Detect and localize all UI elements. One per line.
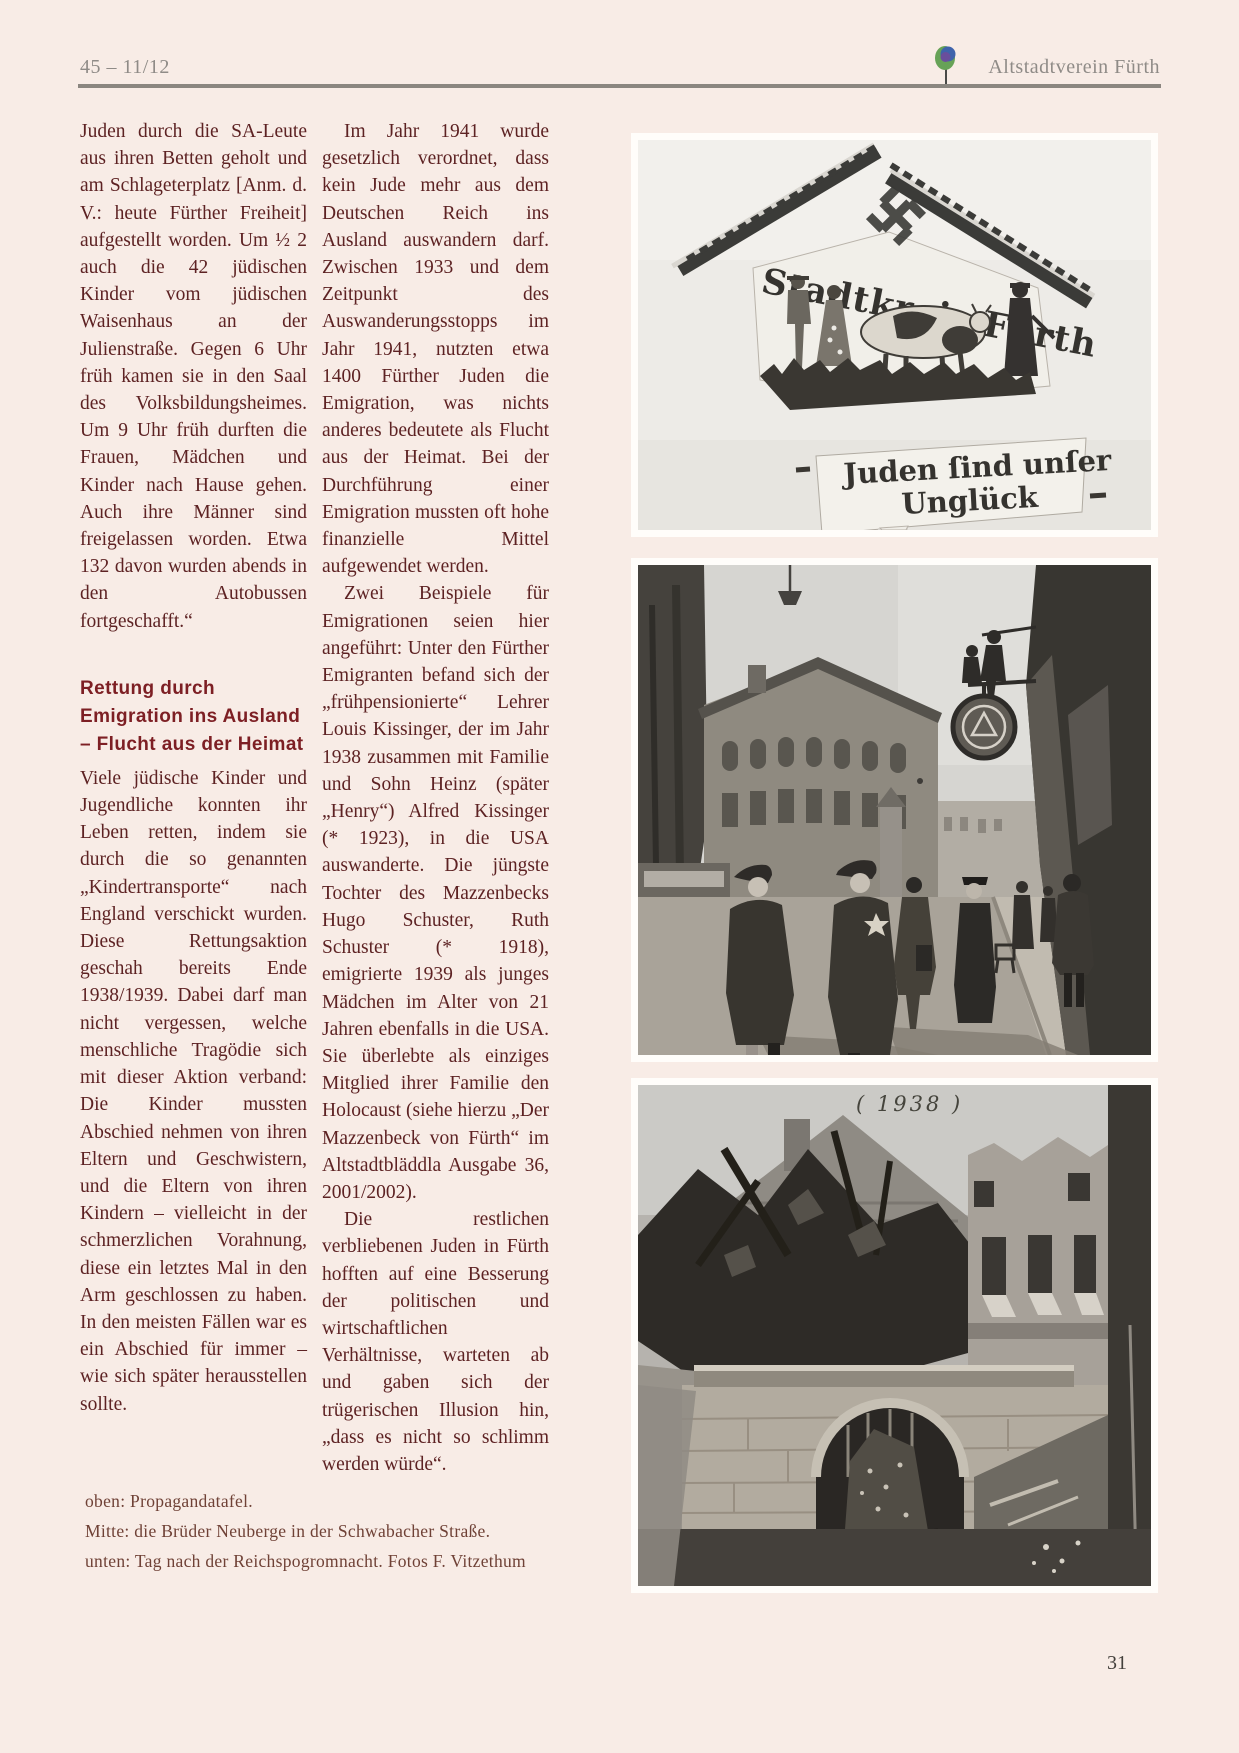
header-rule <box>78 84 1161 88</box>
article-column-1 <box>80 118 307 1418</box>
header-issue-label: 45 – 11/12 <box>80 56 170 78</box>
photo-captions <box>85 1486 605 1576</box>
article-column-2 <box>322 118 549 1478</box>
paragraph: Im Jahr 1941 wurde gesetzlich verordnet, dass kein Jude mehr aus dem Deutschen Reich ins Ausland auswandern darf. Zwischen 1933 und dem Zeitpunkt des Auswanderungsstopps im Jahr 1941, nutzten etwa 1400 Fürther Juden die Emigration, was nichts anderes bedeutete als Flucht aus der Heimat. Bei der Durchführung einer Emigration mussten oft hohe finanzielle Mittel aufgewendet werden. <box>322 121 549 578</box>
tree-logo-icon <box>933 44 959 86</box>
sign-slogan-line2: Unglück <box>900 479 1039 521</box>
page-number: 31 <box>1107 1652 1127 1674</box>
sign-title-text: Stadtkreis Fürth <box>758 260 1101 366</box>
sign-slogan-line1: Juden ſind unſer <box>842 443 1113 491</box>
section-heading: Rettung durch Emigration ins Ausland – Flucht aus der Heimat <box>80 677 304 755</box>
paragraph: Die restlichen verbliebenen Juden in Fürth hofften auf eine Besserung der politischen und wirtschaftlichen Verhältnisse, warteten ab und gaben sich der trügerischen Illusion hin, „dass es nicht so schlimm werden würde“. <box>322 1209 549 1475</box>
header-brand-label: Altstadtverein Fürth <box>988 56 1160 78</box>
caption-top: oben: Propagandatafel. <box>85 1491 253 1511</box>
photo-ruins <box>631 1078 1158 1593</box>
caption-middle: Mitte: die Brüder Neuberge in der Schwabacher Straße. <box>85 1521 491 1541</box>
handwritten-year-note: ( 1938 ) <box>856 1092 964 1116</box>
paragraph: Zwei Beispiele für Emigrationen seien hier angeführt: Unter den Fürther Emigranten befand sich der „frühpensionierte“ Lehrer Louis Kissinger, der im Jahr 1938 zusammen mit Familie und Sohn Heinz (später „Henry“) Alfred Kissinger (* 1923), in die USA auswanderte. Die jüngste Tochter des Mazzenbecks Hugo Schuster, Ruth Schuster (* 1918), emigrierte 1939 als junges Mädchen im Alter von 21 Jahren ebenfalls in die USA. Sie überlebte als einziges Mitglied ihrer Familie den Holocaust (siehe hierzu „Der Mazzenbeck von Fürth“ im Altstadtbläddla Ausgabe 36, 2001/2002). <box>322 583 549 1203</box>
photo-street-scene <box>631 558 1158 1062</box>
photo-propaganda-sign <box>631 133 1158 537</box>
paragraph: Juden durch die SA-Leute aus ihren Betten geholt und am Schlageterplatz [Anm. d. V.: heute Fürther Freiheit] aufgestellt worden. Um ½ 2 auch die 42 jüdischen Kinder vom jüdischen Waisenhaus an der Julienstraße. Gegen 6 Uhr früh kamen sie in den Saal des Volksbildungsheimes. Um 9 Uhr früh durften die Frauen, Mädchen und Kinder nach Hause gehen. Auch ihre Männer sind freigelassen worden. Etwa 132 davon wurden abends in den Autobussen fortgeschafft.“ <box>80 121 307 632</box>
paragraph: Viele jüdische Kinder und Jugendliche konnten ihr Leben retten, indem sie durch die so genannten „Kindertransporte“ nach England verschickt wurden. Diese Rettungsaktion geschah bereits Ende 1938/1939. Dabei darf man nicht vergessen, welche menschliche Tragödie sich mit dieser Aktion verband: Die Kinder mussten Abschied nehmen von ihren Eltern und Geschwistern, und die Eltern von ihren Kindern – vielleicht in der schmerzlichen Vorahnung, diese ein letztes Mal in den Arm geschlossen zu haben. In den meisten Fällen war es ein Abschied für immer – wie sich später herausstellen sollte. <box>80 767 307 1415</box>
caption-bottom: unten: Tag nach der Reichspogromnacht. Fotos F. Vitzethum <box>85 1551 526 1571</box>
